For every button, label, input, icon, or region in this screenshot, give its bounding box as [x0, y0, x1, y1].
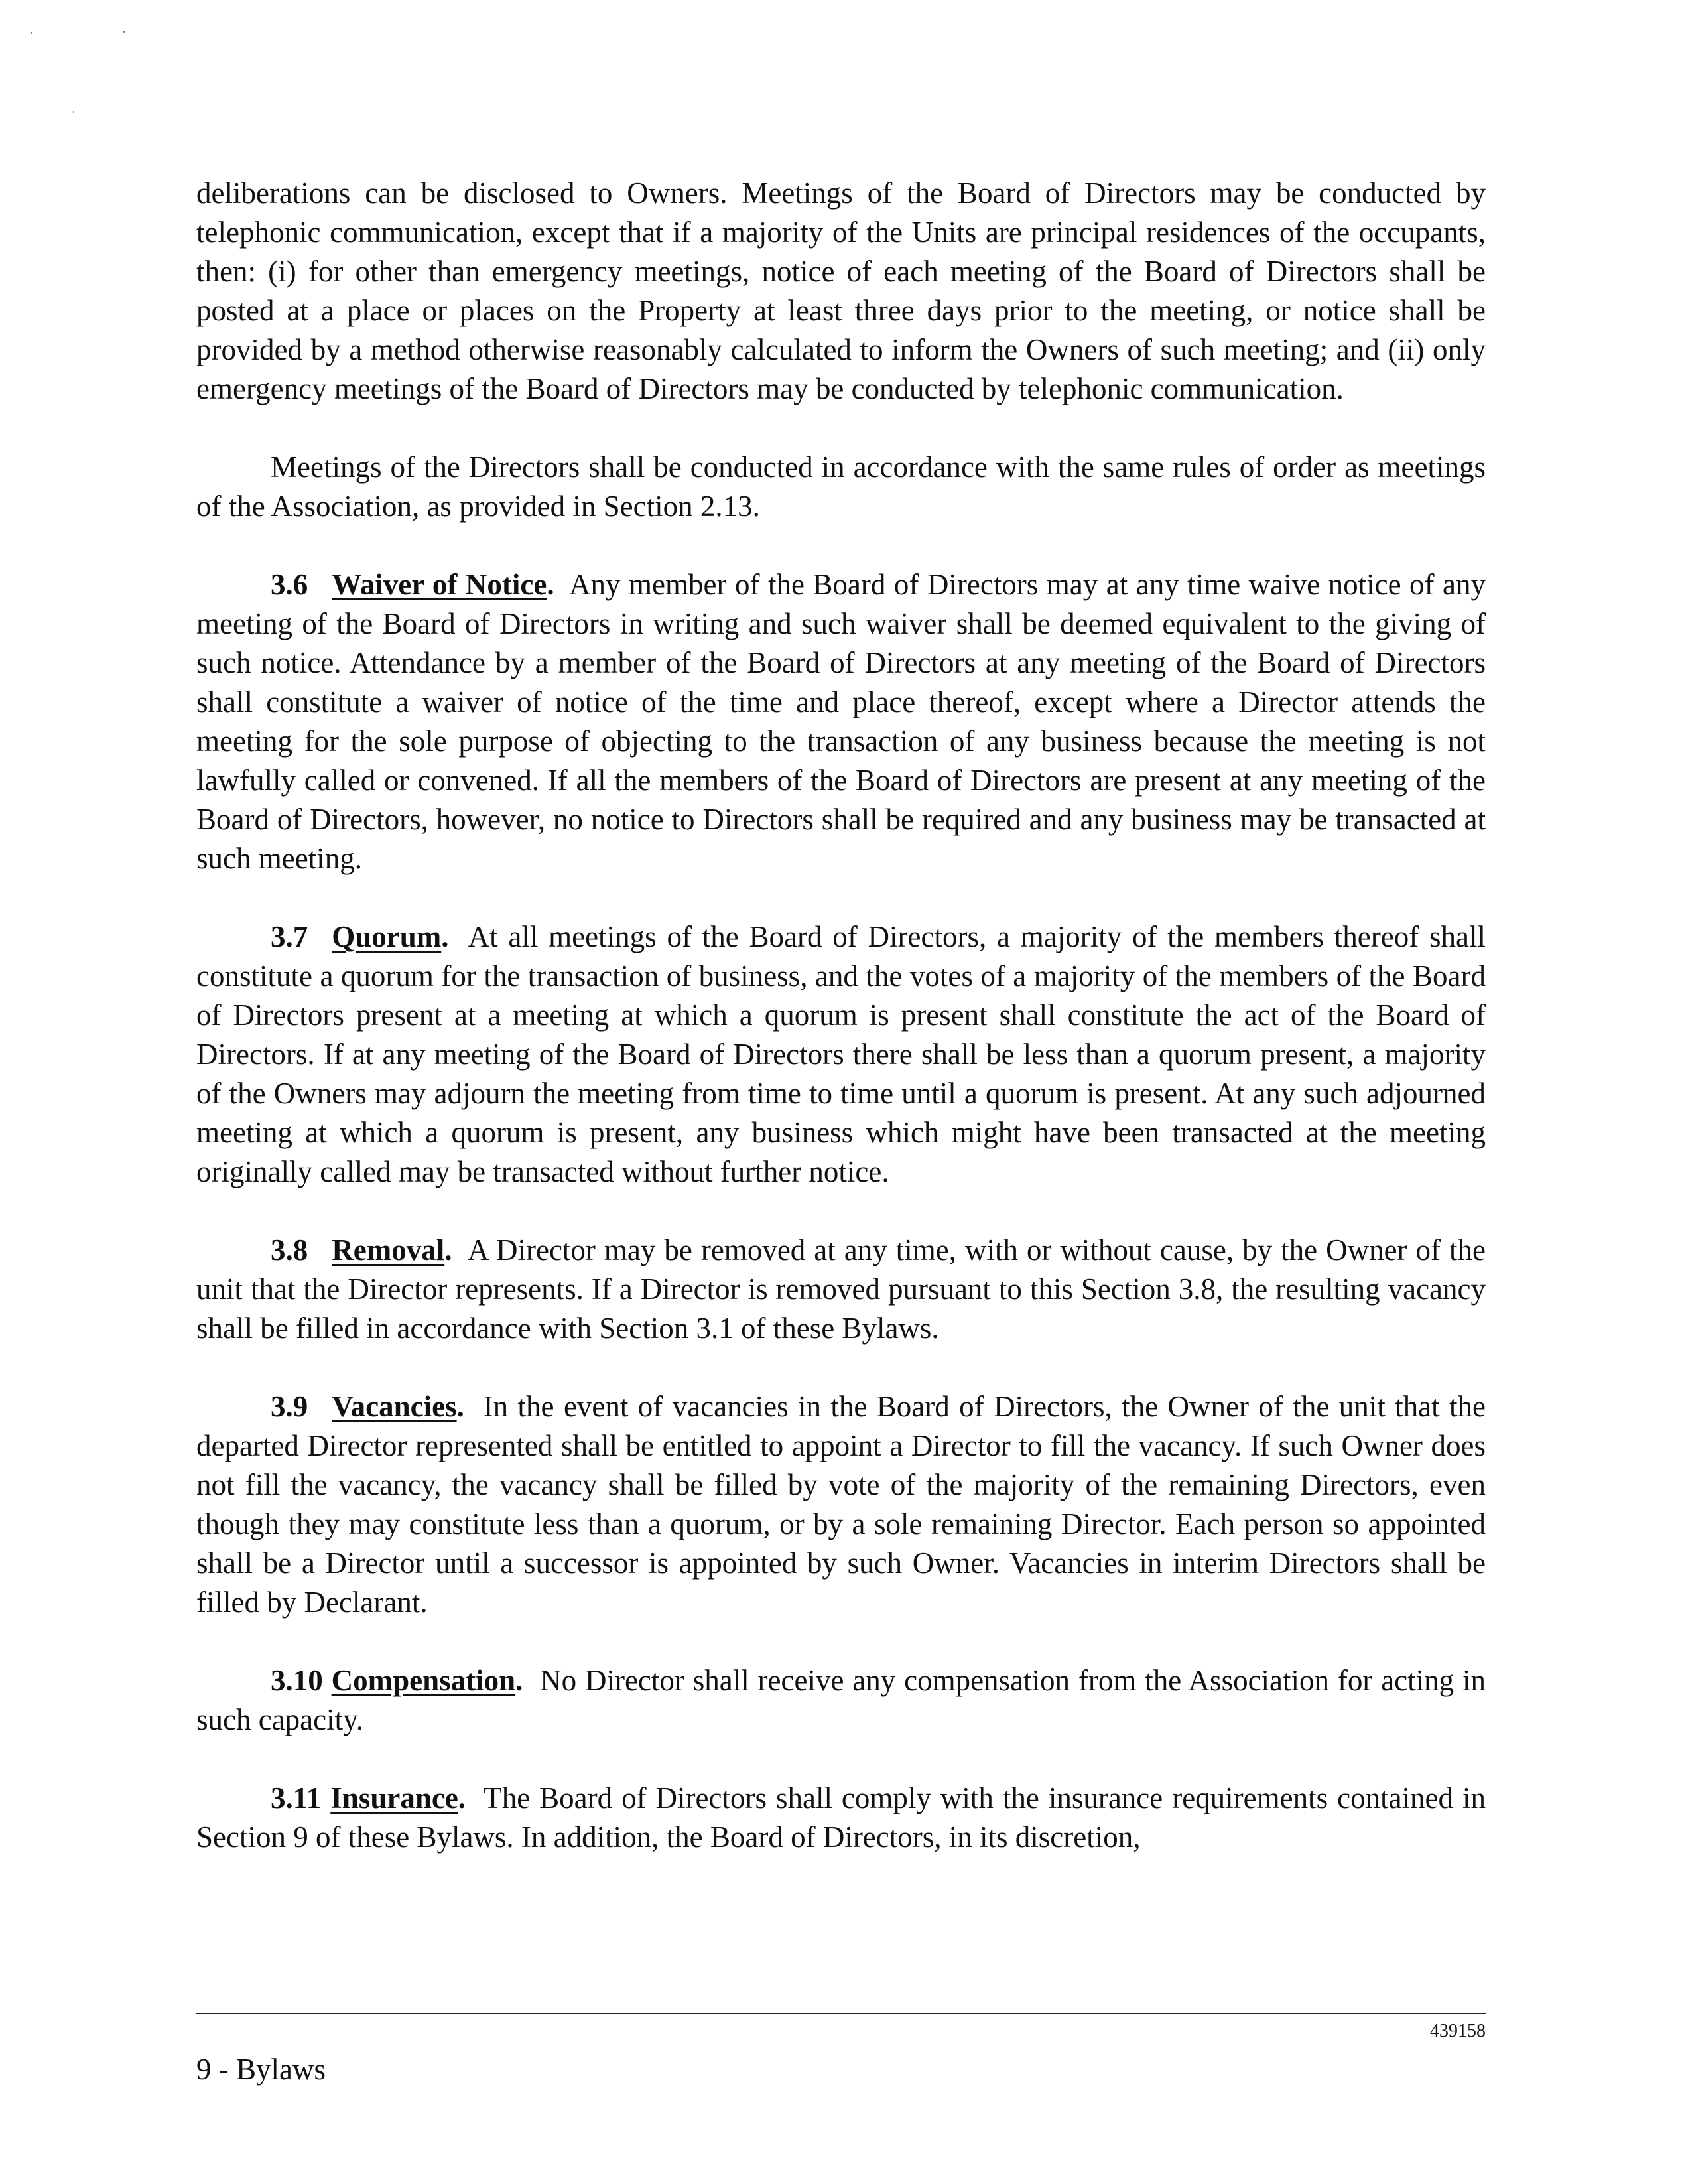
section-3-11: 3.11 Insurance. The Board of Directors shall comply with the insurance requirements contained in Section 9 of these Bylaws. In addition, the Board of Directors, in its discretion,	[196, 1781, 1486, 1854]
section-title: Waiver of Notice	[332, 568, 547, 601]
section-text: In the event of vacancies in the Board of Directors, the Owner of the unit that the departed Director represented shall be entitled to appoint a Director to fill the vacancy. If such Owner does not fill the vacancy, the vacancy shall be filled by vote of the majority of the remaining Directors, even though they may constitute less than a quorum, or by a sole remaining Director. Each person so appointed shall be a Director until a successor is appointed by such Owner. Vacancies in interim Directors shall be filled by Declarant.	[196, 1390, 1486, 1619]
section-text: Any member of the Board of Directors may at any time waive notice of any meeting of the Board of Directors in writing and such waiver shall be deemed equivalent to the giving of such notice. Attendance by a member of the Board of Directors at any meeting of the Board of Directors shall constitute a waiver of notice of the time and place thereof, except where a Director attends the meeting for the sole purpose of objecting to the transaction of any business because the meeting is not lawfully called or convened. If all the members of the Board of Directors are present at any meeting of the Board of Directors, however, no notice to Directors shall be required and any business may be transacted at such meeting.	[196, 568, 1486, 875]
page-label: 9 - Bylaws	[196, 2053, 326, 2086]
section-title: Removal	[332, 1233, 445, 1266]
document-body	[196, 174, 1486, 1896]
section-number: 3.9	[271, 1390, 308, 1423]
footer-divider	[196, 2013, 1486, 2014]
section-text: A Director may be removed at any time, with or without cause, by the Owner of the unit that the Director represents. If a Director is removed pursuant to this Section 3.8, the resulting vacancy shall be filled in accordance with Section 3.1 of these Bylaws.	[196, 1233, 1486, 1345]
section-title: Vacancies	[332, 1390, 457, 1423]
section-3-8: 3.8 Removal. A Director may be removed at any time, with or without cause, by the Owner of the unit that the Director represents. If a Director is removed pursuant to this Section 3.8, the resulting vacancy shall be filled in accordance with Section 3.1 of these Bylaws.	[196, 1233, 1486, 1345]
section-title: Compensation	[331, 1664, 516, 1697]
section-number: 3.11	[271, 1781, 322, 1814]
opening-paragraph: deliberations can be disclosed to Owners. Meetings of the Board of Directors may be conducted by telephonic communication, except that if a majority of the Units are principal residences of the occupants, then: (i) for other than emergency meetings, notice of each meeting of the Board of Directors shall be posted at a place or places on the Property at least three days prior to the meeting, or notice shall be provided by a method otherwise reasonably calculated to inform the Owners of such meeting; and (ii) only emergency meetings of the Board of Directors may be conducted by telephonic communication.	[196, 176, 1486, 405]
scan-speck	[31, 32, 32, 34]
document-number: 439158	[1430, 2021, 1486, 2041]
scan-speck	[123, 31, 125, 33]
section-text: At all meetings of the Board of Directors, a majority of the members thereof shall constitute a quorum for the transaction of business, and the votes of a majority of the members of the Board of Directors present at a meeting at which a quorum is present shall constitute the act of the Board of Directors. If at any meeting of the Board of Directors there shall be less than a quorum present, a majority of the Owners may adjourn the meeting from time to time until a quorum is present. At any such adjourned meeting at which a quorum is present, any business which might have been transacted at the meeting originally called may be transacted without further notice.	[196, 920, 1486, 1188]
section-number: 3.8	[271, 1233, 308, 1266]
section-3-7: 3.7 Quorum. At all meetings of the Board of Directors, a majority of the members thereof shall constitute a quorum for the transaction of business, and the votes of a majority of the members of the Board of Directors present at a meeting at which a quorum is present shall constitute the act of the Board of Directors. If at any meeting of the Board of Directors there shall be less than a quorum present, a majority of the Owners may adjourn the meeting from time to time until a quorum is present. At any such adjourned meeting at which a quorum is present, any business which might have been transacted at the meeting originally called may be transacted without further notice.	[196, 920, 1486, 1188]
section-title: Insurance	[330, 1781, 458, 1814]
scan-speck	[73, 111, 74, 113]
meetings-paragraph: Meetings of the Directors shall be conducted in accordance with the same rules of order as meetings of the Association, as provided in Section 2.13.	[196, 450, 1486, 523]
section-3-9: 3.9 Vacancies. In the event of vacancies in the Board of Directors, the Owner of the unit that the departed Director represented shall be entitled to appoint a Director to fill the vacancy. If such Owner does not fill the vacancy, the vacancy shall be filled by vote of the majority of the remaining Directors, even though they may constitute less than a quorum, or by a sole remaining Director. Each person so appointed shall be a Director until a successor is appointed by such Owner. Vacancies in interim Directors shall be filled by Declarant.	[196, 1390, 1486, 1619]
section-number: 3.7	[271, 920, 308, 953]
section-title: Quorum	[332, 920, 442, 953]
section-3-10: 3.10 Compensation. No Director shall receive any compensation from the Association for acting in such capacity.	[196, 1664, 1486, 1736]
section-number: 3.10	[271, 1664, 323, 1697]
section-3-6: 3.6 Waiver of Notice. Any member of the Board of Directors may at any time waive notice of any meeting of the Board of Directors in writing and such waiver shall be deemed equivalent to the giving of such notice. Attendance by a member of the Board of Directors at any meeting of the Board of Directors shall constitute a waiver of notice of the time and place thereof, except where a Director attends the meeting for the sole purpose of objecting to the transaction of any business because the meeting is not lawfully called or convened. If all the members of the Board of Directors are present at any meeting of the Board of Directors, however, no notice to Directors shall be required and any business may be transacted at such meeting.	[196, 568, 1486, 875]
section-text: No Director shall receive any compensation from the Association for acting in such capacity.	[196, 1664, 1486, 1736]
section-text: The Board of Directors shall comply with the insurance requirements contained in Section 9 of these Bylaws. In addition, the Board of Directors, in its discretion,	[196, 1781, 1486, 1854]
section-number: 3.6	[271, 568, 308, 601]
